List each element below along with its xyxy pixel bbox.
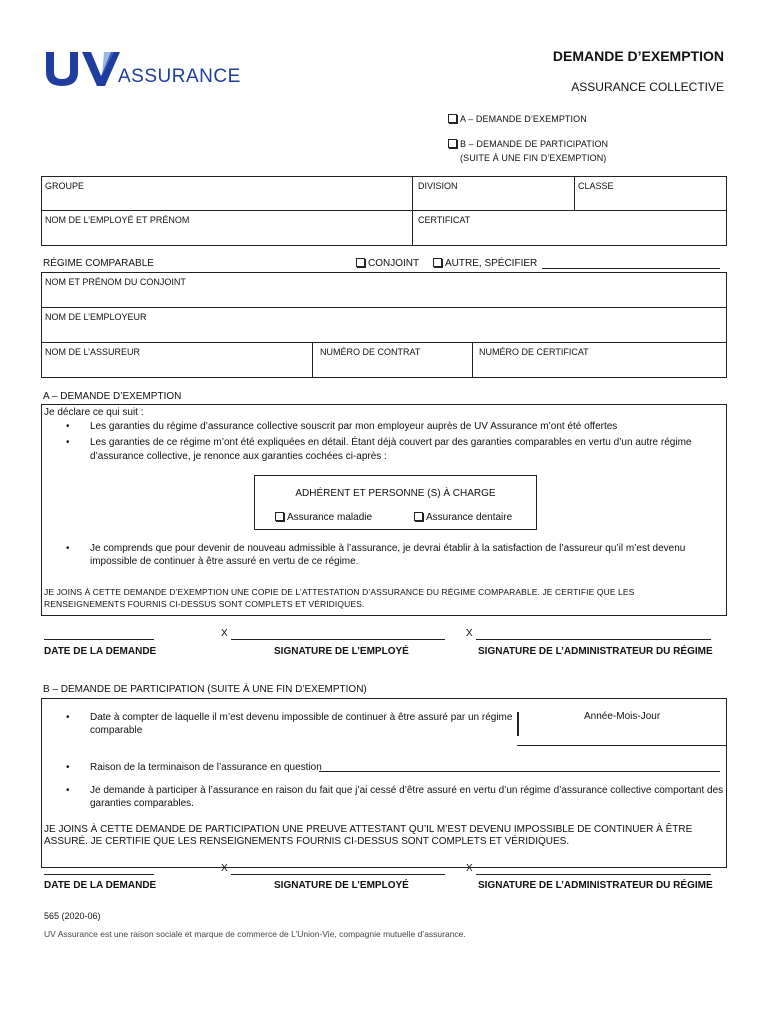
logo-wordmark: ASSURANCE (118, 66, 241, 87)
employee-name-field[interactable]: NOM DE L’EMPLOYÉ ET PRÉNOM (45, 215, 190, 225)
employee-signature-label-b: SIGNATURE DE L’EMPLOYÉ (274, 880, 409, 891)
dentaire-checkbox[interactable] (414, 512, 423, 521)
conjoint-label: CONJOINT (368, 258, 420, 269)
section-b-attest-line1: JE JOINS À CETTE DEMANDE DE PARTICIPATION UNE PREUVE ATTESTANT QU’IL M’EST DEVENU IMPOSSIBLE DE CONTINUER À ÊTRE (44, 824, 693, 835)
bullet-icon: • (66, 762, 70, 773)
insurer-name-field[interactable]: NOM DE L’ASSUREUR (45, 347, 141, 357)
section-b-bullet3-line1: Je demande à participer à l’assurance en raison du fait que j’ai cessé d’être assuré en vertu d’un régime d’assurance collective comportant des (90, 785, 724, 796)
grid-divider (472, 342, 473, 378)
conjoint-option[interactable] (356, 258, 419, 269)
date-field-divider (517, 712, 519, 736)
section-b-bullet2: Raison de la terminaison de l’assurance en question (90, 762, 322, 773)
sig-x-employee-a: X (221, 628, 228, 639)
page-title: DEMANDE D’EXEMPTION (552, 48, 724, 64)
page-subtitle: ASSURANCE COLLECTIVE (571, 80, 724, 94)
grid-divider (41, 342, 727, 343)
dentaire-label: Assurance dentaire (426, 512, 513, 523)
employee-info-grid (41, 176, 727, 246)
classe-field[interactable]: CLASSE (578, 181, 614, 191)
regime-label: RÉGIME COMPARABLE (43, 258, 154, 269)
bullet-icon: • (66, 437, 70, 448)
legal-notice: UV Assurance est une raison sociale et marque de commerce de L’Union-Vie, compagnie mutuelle d’assurance. (44, 929, 466, 939)
date-line-a[interactable] (44, 639, 154, 640)
employee-signature-line-b[interactable] (231, 874, 445, 875)
contract-number-field[interactable]: NUMÉRO DE CONTRAT (320, 347, 421, 357)
certificat-field[interactable]: CERTIFICAT (418, 215, 471, 225)
sig-x-employee-b: X (221, 863, 228, 874)
option-b-label: B – DEMANDE DE PARTICIPATION (460, 139, 609, 149)
section-a-attest-line1: JE JOINS À CETTE DEMANDE D’EXEMPTION UNE COPIE DE L’ATTESTATION D’ASSURANCE DU RÉGIME COMPARABLE. JE CERTIFIE QUE LES (44, 587, 635, 597)
section-b-bullet1-line1: Date à compter de laquelle il m’est devenu impossible de continuer à être assuré par un régime (90, 712, 513, 723)
groupe-field[interactable]: GROUPE (45, 181, 85, 191)
regime-grid (41, 272, 727, 378)
maladie-label: Assurance maladie (287, 512, 373, 523)
termination-date-line[interactable] (517, 745, 727, 746)
section-a-intro: Je déclare ce qui suit : (44, 407, 144, 418)
section-a-bullet2-line1: Les garanties de ce régime m’ont été expliquées en détail. Étant déjà couvert par des garanties comparables en vertu d’un autre régime (90, 437, 692, 448)
division-field[interactable]: DIVISION (418, 181, 458, 191)
option-b-checkbox[interactable] (448, 139, 457, 148)
option-maladie[interactable] (275, 512, 372, 523)
sig-x-admin-b: X (466, 863, 473, 874)
section-a-bullet3-line2: impossible de continuer à être assuré en vertu de ce régime. (90, 556, 359, 567)
section-a-heading: A – DEMANDE D’EXEMPTION (43, 391, 182, 402)
bullet-icon: • (66, 712, 70, 723)
employee-signature-label-a: SIGNATURE DE L’EMPLOYÉ (274, 646, 409, 657)
grid-divider (41, 210, 727, 211)
date-label-a: DATE DE LA DEMANDE (44, 646, 157, 657)
grid-divider (574, 176, 575, 211)
admin-signature-label-b: SIGNATURE DE L’ADMINISTRATEUR DU RÉGIME (478, 880, 713, 891)
date-label-b: DATE DE LA DEMANDE (44, 880, 157, 891)
section-b-heading: B – DEMANDE DE PARTICIPATION (SUITE À UNE FIN D’EXEMPTION) (43, 684, 367, 695)
section-b-attest-line2: ASSURÉ. JE CERTIFIE QUE LES RENSEIGNEMENTS FOURNIS CI-DESSUS SONT COMPLETS ET VÉRIDIQUES. (44, 836, 570, 847)
autre-label: AUTRE, SPÉCIFIER (445, 258, 538, 269)
autre-checkbox[interactable] (433, 258, 442, 267)
autre-specify-line[interactable] (542, 268, 720, 269)
option-a-checkbox[interactable] (448, 114, 457, 123)
admin-signature-line-b[interactable] (476, 874, 711, 875)
bullet-icon: • (66, 421, 70, 432)
spouse-name-field[interactable]: NOM ET PRÉNOM DU CONJOINT (45, 277, 186, 287)
section-b-bullet3-line2: garanties comparables. (90, 798, 194, 809)
option-a[interactable] (448, 114, 587, 124)
date-format-label: Année-Mois-Jour (584, 711, 661, 722)
section-a-attest-line2: RENSEIGNEMENTS FOURNIS CI-DESSUS SONT COMPLETS ET VÉRIDIQUES. (44, 599, 365, 609)
grid-divider (312, 342, 313, 378)
section-a-bullet1: Les garanties du régime d’assurance collective souscrit par mon employeur auprès de UV Assurance m’ont été offertes (90, 421, 618, 432)
date-line-b[interactable] (44, 874, 154, 875)
admin-signature-label-a: SIGNATURE DE L’ADMINISTRATEUR DU RÉGIME (478, 646, 713, 657)
termination-reason-line[interactable] (319, 771, 720, 772)
maladie-checkbox[interactable] (275, 512, 284, 521)
option-dentaire[interactable] (414, 512, 512, 523)
option-b-note: (SUITE À UNE FIN D’EXEMPTION) (460, 153, 607, 163)
employee-signature-line-a[interactable] (231, 639, 445, 640)
coverage-box-title: ADHÉRENT ET PERSONNE (S) À CHARGE (295, 488, 496, 499)
autre-option[interactable] (433, 258, 537, 269)
admin-signature-line-a[interactable] (476, 639, 711, 640)
option-a-label: A – DEMANDE D’EXEMPTION (460, 114, 587, 124)
bullet-icon: • (66, 785, 70, 796)
form-code: 565 (2020-06) (44, 911, 101, 921)
grid-divider (412, 176, 413, 246)
section-a-bullet2-line2: d’assurance collective, je renonce aux garanties cochées ci-après : (90, 451, 387, 462)
grid-divider (41, 307, 727, 308)
option-b[interactable] (448, 139, 608, 149)
section-b-bullet1-line2: comparable (90, 725, 143, 736)
sig-x-admin-a: X (466, 628, 473, 639)
conjoint-checkbox[interactable] (356, 258, 365, 267)
section-a-bullet3-line1: Je comprends que pour devenir de nouveau admissible à l’assurance, je devrai établir à la satisfaction de l’assureur qu’il m’est devenu (90, 543, 686, 554)
employer-name-field[interactable]: NOM DE L’EMPLOYEUR (45, 312, 147, 322)
bullet-icon: • (66, 543, 70, 554)
certificate-number-field[interactable]: NUMÉRO DE CERTIFICAT (479, 347, 589, 357)
